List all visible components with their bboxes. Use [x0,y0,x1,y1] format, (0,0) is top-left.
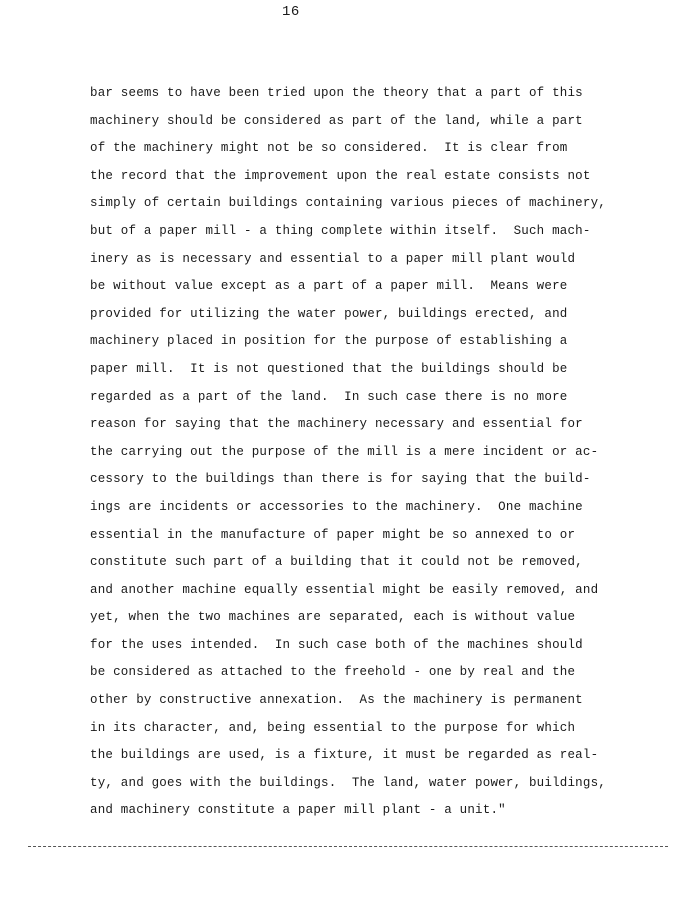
footer-rule [28,846,668,847]
text-line: machinery should be considered as part of the land, while a part [90,113,583,128]
body-text [90,80,650,825]
text-line: other by constructive annexation. As the machinery is permanent [90,693,583,708]
text-line: essential in the manufacture of paper might be so annexed to or [90,527,576,542]
text-line: be without value except as a part of a paper mill. Means were [90,279,568,294]
text-line: reason for saying that the machinery necessary and essential for [90,417,583,432]
text-line: yet, when the two machines are separated, each is without value [90,610,576,625]
page-number: 16 [282,4,300,20]
text-line: but of a paper mill - a thing complete within itself. Such mach- [90,223,591,238]
text-line: the buildings are used, is a fixture, it must be regarded as real- [90,748,599,763]
text-line: and another machine equally essential might be easily removed, and [90,582,599,597]
text-line: constitute such part of a building that it could not be removed, [90,555,583,570]
text-line: machinery placed in position for the purpose of establishing a [90,334,568,349]
text-line: cessory to the buildings than there is for saying that the build- [90,472,591,487]
text-line: ty, and goes with the buildings. The land, water power, buildings, [90,775,606,790]
text-line: paper mill. It is not questioned that the buildings should be [90,361,568,376]
text-line: the carrying out the purpose of the mill is a mere incident or ac- [90,444,599,459]
text-line: be considered as attached to the freehold - one by real and the [90,665,576,680]
text-line: for the uses intended. In such case both of the machines should [90,637,583,652]
text-line: inery as is necessary and essential to a paper mill plant would [90,251,576,266]
text-line: of the machinery might not be so considered. It is clear from [90,141,568,156]
text-line: and machinery constitute a paper mill plant - a unit." [90,803,506,818]
text-line: in its character, and, being essential to the purpose for which [90,720,576,735]
text-line: regarded as a part of the land. In such case there is no more [90,389,568,404]
text-line: ings are incidents or accessories to the machinery. One machine [90,499,583,514]
text-line: bar seems to have been tried upon the theory that a part of this [90,86,583,100]
text-line: provided for utilizing the water power, buildings erected, and [90,306,568,321]
text-line: simply of certain buildings containing various pieces of machinery, [90,196,606,211]
text-line: the record that the improvement upon the real estate consists not [90,168,591,183]
